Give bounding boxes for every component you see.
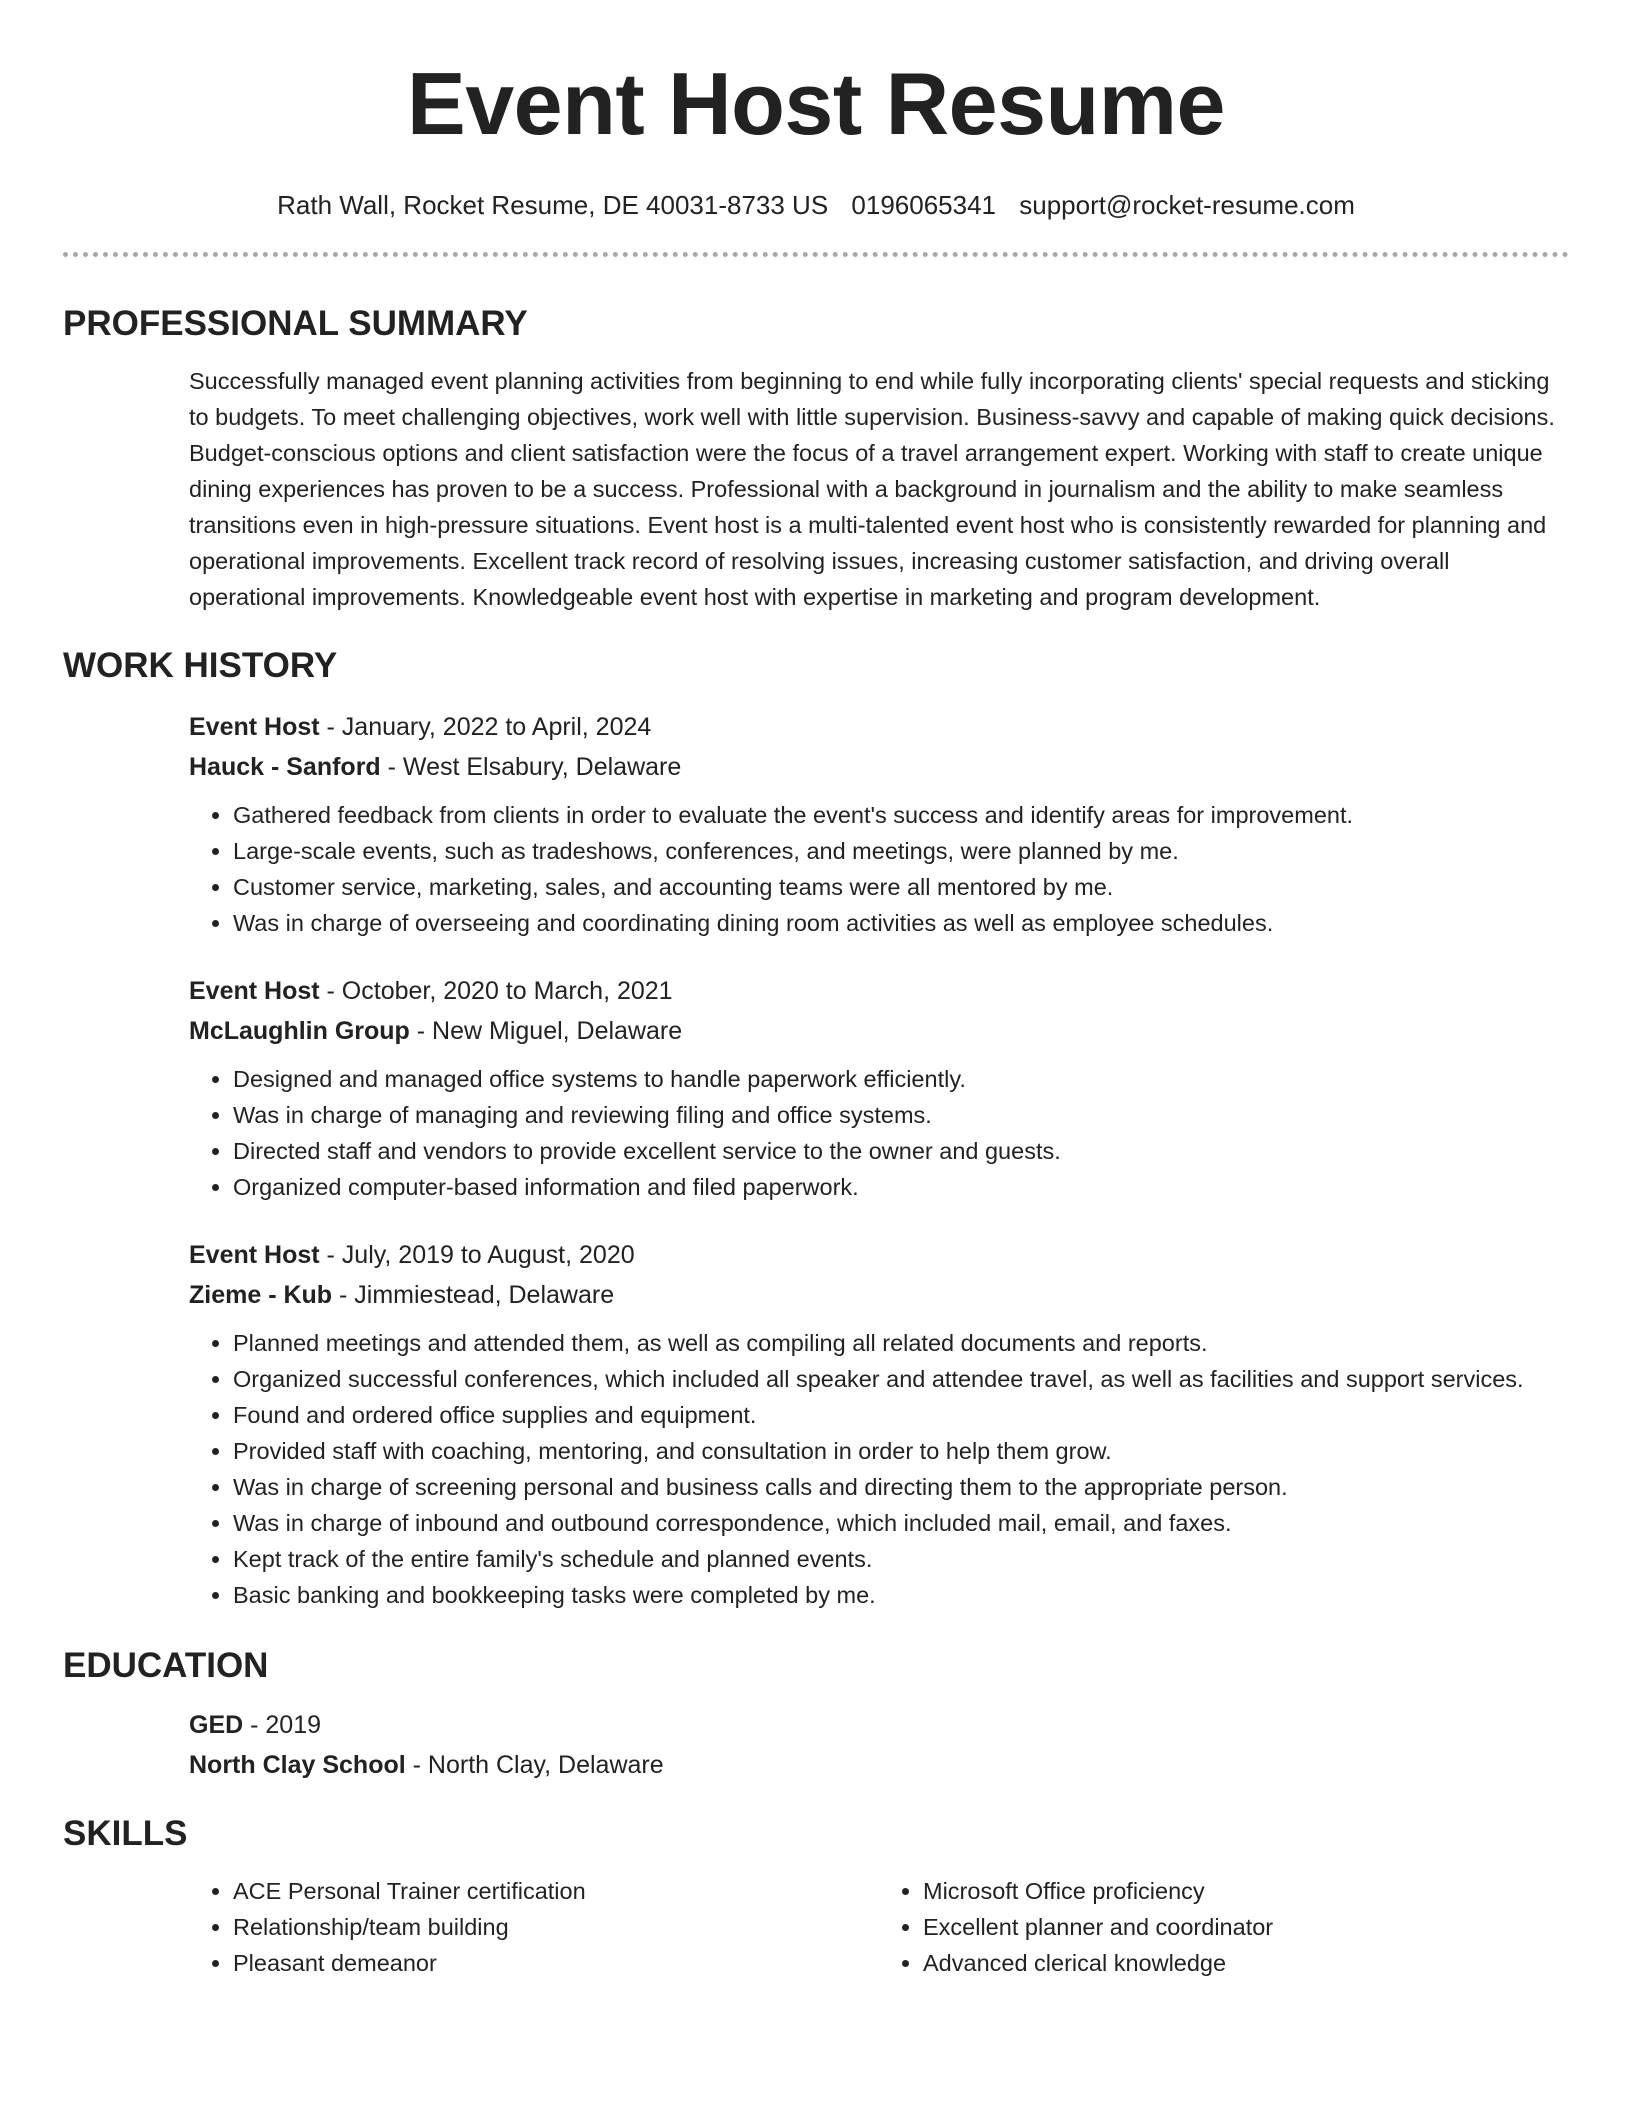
education-heading: EDUCATION [63, 1646, 269, 1685]
contact-email: support@rocket-resume.com [1019, 190, 1355, 220]
degree: GED [189, 1711, 244, 1739]
job-location: - West Elsabury, Delaware [380, 753, 682, 781]
contact-line [63, 188, 1569, 222]
list-item: • Basic banking and bookkeeping tasks were completed by me. [233, 1577, 1569, 1613]
job-company-line [189, 747, 1569, 787]
list-item: • Organized computer-based information and filed paperwork. [233, 1169, 1569, 1205]
list-item: • Found and ordered office supplies and equipment. [233, 1397, 1569, 1433]
skills-section [63, 1813, 1569, 1981]
list-item: • Organized successful conferences, which included all speaker and attendee travel, as well as facilities and support services. [233, 1361, 1569, 1397]
list-item: • Customer service, marketing, sales, and accounting teams were all mentored by me. [233, 869, 1569, 905]
skills-heading: SKILLS [63, 1814, 188, 1853]
header-divider [63, 252, 1569, 257]
school-line [189, 1745, 1569, 1785]
contact-address: Rath Wall, Rocket Resume, DE 40031-8733 US [277, 190, 829, 220]
education-section [63, 1645, 1569, 1785]
list-item: • Planned meetings and attended them, as well as compiling all related documents and reports. [233, 1325, 1569, 1361]
degree-year: - 2019 [243, 1711, 322, 1739]
job-bullets [189, 1061, 1569, 1205]
skills-grid [189, 1873, 1569, 1981]
contact-phone: 0196065341 [851, 190, 997, 220]
job-bullets [189, 797, 1569, 941]
job-title: Event Host [189, 713, 320, 741]
job-company: Zieme - Kub [189, 1281, 333, 1309]
job-entry [189, 707, 1569, 941]
job-location: - Jimmiestead, Delaware [332, 1281, 615, 1309]
job-dates: - October, 2020 to March, 2021 [319, 977, 673, 1005]
list-item: • Excellent planner and coordinator [923, 1909, 1569, 1945]
job-title-line [189, 1235, 1569, 1275]
job-company: McLaughlin Group [189, 1017, 410, 1045]
summary-text: Successfully managed event planning activities from beginning to end while fully incorporating clients' special requests and sticking to budgets. To meet challenging objectives, work well with little supervision. Business-savvy and capable of making quick decisions. Budget-conscious options and client satisfaction were the focus of a travel arrangement expert. Working with staff to create unique dining experiences has proven to be a success. Professional with a background in journalism and the ability to make seamless transitions even in high-pressure situations. Event host is a multi-talented event host who is consistently rewarded for planning and operational improvements. Excellent track record of resolving issues, increasing customer satisfaction, and driving overall operational improvements. Knowledgeable event host with expertise in marketing and program development. [189, 368, 1555, 610]
job-title: Event Host [189, 977, 320, 1005]
job-title: Event Host [189, 1241, 320, 1269]
job-company-line [189, 1275, 1569, 1315]
list-item: • Was in charge of inbound and outbound correspondence, which included mail, email, and faxes. [233, 1505, 1569, 1541]
list-item: • Gathered feedback from clients in order to evaluate the event's success and identify areas for improvement. [233, 797, 1569, 833]
skills-list-right [879, 1873, 1569, 1981]
school-location: - North Clay, Delaware [405, 1751, 664, 1779]
list-item: • Provided staff with coaching, mentoring, and consultation in order to help them grow. [233, 1433, 1569, 1469]
education-entry [189, 1705, 1569, 1785]
list-item: • Designed and managed office systems to handle paperwork efficiently. [233, 1061, 1569, 1097]
job-location: - New Miguel, Delaware [409, 1017, 683, 1045]
work-history-heading: WORK HISTORY [63, 646, 338, 685]
job-dates: - January, 2022 to April, 2024 [319, 713, 652, 741]
list-item: • Was in charge of screening personal and business calls and directing them to the appropriate person. [233, 1469, 1569, 1505]
list-item: • ACE Personal Trainer certification [233, 1873, 879, 1909]
list-item: • Directed staff and vendors to provide excellent service to the owner and guests. [233, 1133, 1569, 1169]
list-item: • Microsoft Office proficiency [923, 1873, 1569, 1909]
job-company: Hauck - Sanford [189, 753, 381, 781]
job-dates: - July, 2019 to August, 2020 [319, 1241, 635, 1269]
skills-list-left [189, 1873, 879, 1981]
job-entry [189, 1235, 1569, 1613]
list-item: • Relationship/team building [233, 1909, 879, 1945]
job-title-line [189, 707, 1569, 747]
list-item: • Advanced clerical knowledge [923, 1945, 1569, 1981]
job-company-line [189, 1011, 1569, 1051]
list-item: • Kept track of the entire family's schedule and planned events. [233, 1541, 1569, 1577]
list-item: • Was in charge of overseeing and coordinating dining room activities as well as employee schedules. [233, 905, 1569, 941]
job-entry [189, 971, 1569, 1205]
resume-title: Event Host Resume [407, 54, 1225, 153]
list-item: • Pleasant demeanor [233, 1945, 879, 1981]
summary-heading: PROFESSIONAL SUMMARY [63, 304, 528, 343]
job-bullets [189, 1325, 1569, 1613]
job-title-line [189, 971, 1569, 1011]
degree-line [189, 1705, 1569, 1745]
list-item: • Was in charge of managing and reviewing filing and office systems. [233, 1097, 1569, 1133]
list-item: • Large-scale events, such as tradeshows, conferences, and meetings, were planned by me. [233, 833, 1569, 869]
school-name: North Clay School [189, 1751, 406, 1779]
summary-section [63, 303, 1569, 615]
work-history-section [63, 645, 1569, 1613]
